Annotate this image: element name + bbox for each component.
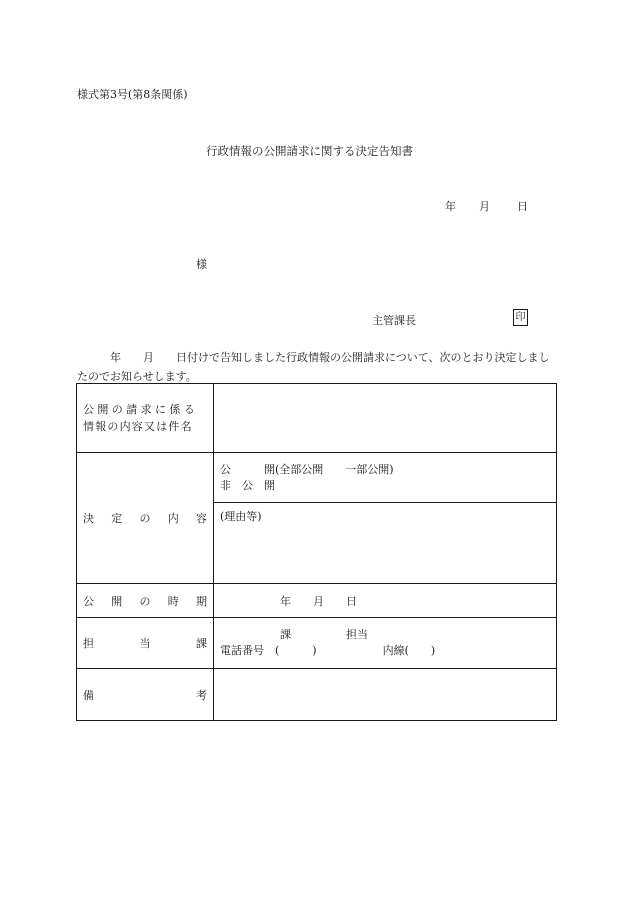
- phone-extension: 電話番号 ( ) 内線( ): [220, 644, 436, 657]
- table-row: [77, 618, 557, 669]
- period-label-char: 時: [167, 594, 179, 608]
- decision-label-char: 決: [83, 512, 94, 525]
- date-month: 月: [479, 200, 490, 213]
- section-label-char: 担: [83, 637, 94, 650]
- period-label-char: 期: [196, 594, 207, 608]
- table-row: [77, 584, 557, 618]
- decision-content-label: [77, 453, 214, 584]
- request-subject-value: [214, 384, 557, 453]
- period-label-char: 開: [111, 594, 123, 608]
- period-label-char: 公: [83, 594, 94, 608]
- remarks-label-char: 考: [196, 688, 207, 702]
- date-year: 年: [445, 200, 456, 213]
- remarks-value: [214, 669, 557, 721]
- document-title: 行政情報の公開請求に関する決定告知書: [206, 144, 413, 158]
- seal-mark: 印: [513, 309, 528, 326]
- addressee: 様: [196, 258, 207, 271]
- table-row: [77, 453, 557, 584]
- decision-reason: (理由等): [220, 510, 262, 523]
- sender-title: 主管課長: [372, 314, 416, 327]
- disclosure-period-value: [214, 584, 557, 618]
- responsible-section-value: [214, 618, 557, 669]
- decision-content-value: [214, 453, 557, 584]
- remarks-label: [77, 669, 214, 721]
- decision-table: [76, 383, 557, 721]
- remarks-label-char: 備: [83, 688, 94, 702]
- disclosure-date: 年 月 日: [280, 594, 357, 608]
- form-number: 様式第3号(第8条関係): [77, 88, 188, 101]
- decision-options: [214, 453, 556, 503]
- table-row: [77, 384, 557, 453]
- table-row: [77, 669, 557, 721]
- date-day: 日: [517, 200, 528, 213]
- section-label-char: 当: [139, 637, 151, 650]
- section-label-char: 課: [196, 637, 207, 650]
- option-nonpublic: 非 公 開: [220, 479, 275, 492]
- issue-date: [445, 198, 528, 214]
- request-subject-label: [77, 384, 214, 453]
- decision-label-char: 定: [111, 512, 123, 525]
- disclosure-period-label: [77, 584, 214, 618]
- responsible-section-label: [77, 618, 214, 669]
- decision-label-char: の: [139, 512, 151, 525]
- section-staff: 課 担当: [280, 628, 368, 641]
- request-subject-label-line1: 公開の請求に係る: [83, 403, 199, 416]
- decision-label-char: 容: [196, 512, 207, 525]
- period-label-char: の: [139, 594, 151, 608]
- decision-label-char: 内: [167, 512, 179, 525]
- body-text: 年 月 日付けで告知しました行政情報の公開請求について、次のとおり決定しましたのでお知らせします。: [77, 351, 550, 383]
- option-public: 公 開(全部公開 一部公開): [220, 463, 394, 476]
- request-subject-label-line2: 情報の内容又は件名: [83, 420, 193, 433]
